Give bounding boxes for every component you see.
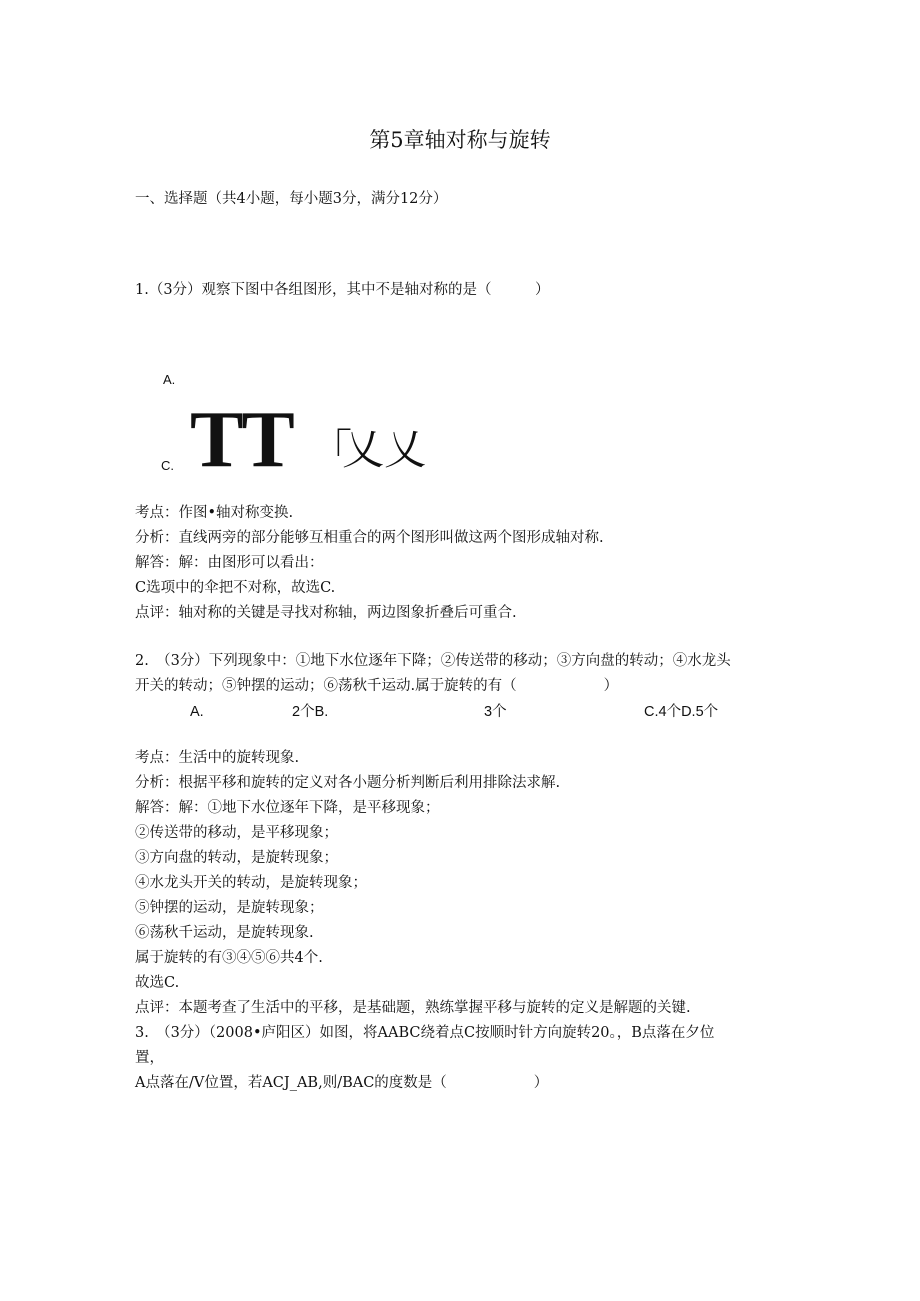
q2-dianping: 点评：本题考查了生活中的平移，是基础题，熟练掌握平移与旋转的定义是解题的关键.	[135, 1000, 691, 1016]
q2-stem-line1: 2. （3分）下列现象中：①地下水位逐年下降；②传送带的移动；③方向盘的转动；④水龙头	[135, 653, 731, 669]
q3-stem-line3: A点落在/V位置，若ACJ_AB,则/BAC的度数是（ ）	[135, 1075, 549, 1091]
q2-line-5: ⑤钟摆的运动，是旋转现象；	[135, 900, 324, 916]
q1-jieda-2: C选项中的伞把不对称，故选C.	[135, 580, 336, 596]
q2-line-2: ②传送带的移动，是平移现象；	[135, 825, 338, 841]
page-title: 第5章轴对称与旋转	[369, 128, 551, 152]
q2-line-8: 故选C.	[135, 975, 180, 991]
q2-kaodian: 考点：生活中的旋转现象.	[135, 750, 300, 766]
q1-dianping: 点评：轴对称的关键是寻找对称轴，两边图象折叠后可重合.	[135, 605, 517, 621]
q2-option-a: A.	[190, 704, 204, 720]
q2-stem-line2: 开关的转动；⑤钟摆的运动；⑥荡秋千运动.属于旋转的有（ ）	[135, 678, 619, 694]
q1-kaodian: 考点：作图•轴对称变换.	[135, 505, 294, 521]
q1-figure-yi: 乂乂	[342, 425, 427, 474]
q1-stem: 1.（3分）观察下图中各组图形，其中不是轴对称的是（ ）	[135, 282, 550, 298]
q1-fenxi: 分析：直线两旁的部分能够互相重合的两个图形叫做这两个图形成轴对称.	[135, 530, 604, 546]
q1-jieda: 解答：解：由图形可以看出：	[135, 555, 324, 571]
q2-option-a-value: 2个B.	[292, 704, 329, 720]
q2-fenxi: 分析：根据平移和旋转的定义对各小题分析判断后利用排除法求解.	[135, 775, 561, 791]
q1-figure-tt: TT	[190, 396, 293, 484]
q1-figure-bracket: 「	[310, 425, 353, 474]
q1-option-c: C.	[161, 458, 174, 473]
q2-line-7: 属于旋转的有③④⑤⑥共4个.	[135, 950, 323, 966]
q2-option-b-value: 3个	[484, 704, 507, 720]
q3-stem-line1: 3. （3分）（2008•庐阳区）如图，将AABC绕着点C按顺时针方向旋转20。，B点落在夕位	[135, 1025, 715, 1041]
q2-line-4: ④水龙头开关的转动，是旋转现象；	[135, 875, 367, 891]
q3-stem-line2: 置，	[135, 1050, 164, 1066]
q2-jieda: 解答：解：①地下水位逐年下降，是平移现象；	[135, 800, 440, 816]
q2-option-cd: C.4个D.5个	[644, 704, 719, 720]
q2-line-6: ⑥荡秋千运动，是旋转现象.	[135, 925, 314, 941]
section-heading: 一、选择题（共4小题，每小题3分，满分12分）	[135, 191, 448, 207]
q2-line-3: ③方向盘的转动，是旋转现象；	[135, 850, 338, 866]
q1-option-a: A.	[163, 372, 176, 387]
